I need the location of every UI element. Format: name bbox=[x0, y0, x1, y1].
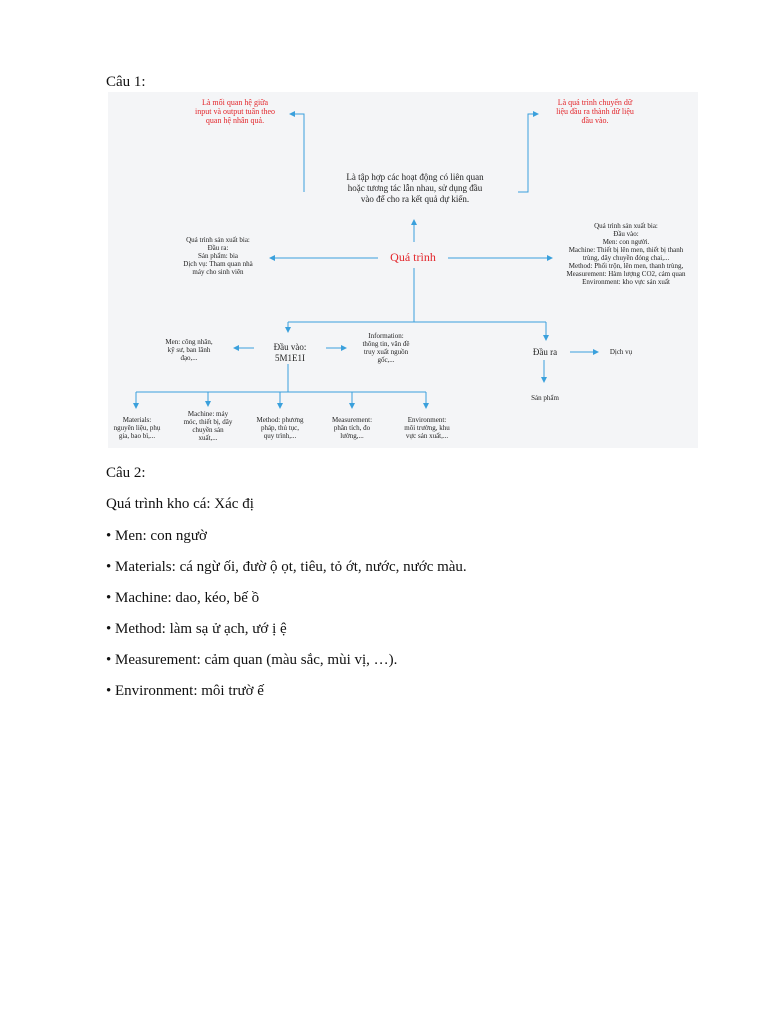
relation-definition-node: Là mối quan hệ giữa input và output tuân theo quan hệ nhân quả. bbox=[195, 98, 275, 125]
materials-node: Materials: nguyên liệu, phụ gia, bao bì,... bbox=[113, 416, 161, 440]
method-node: Method: phương pháp, thủ tục, quy trình,... bbox=[256, 416, 304, 440]
measurement-line: • Measurement: cảm quan (màu sắc, mùi vị, …). bbox=[106, 652, 398, 668]
product-node: Sản phẩm bbox=[531, 394, 559, 402]
machine-node: Machine: máy móc, thiết bị, dây chuyền sản xuất,... bbox=[183, 410, 233, 442]
environment-node: Environment: môi trường, khu vực sản xuất,... bbox=[404, 416, 450, 440]
method-line: • Method: làm sạ ử ạch, ướ ị ệ bbox=[106, 621, 287, 637]
measurement-node: Measurement: phân tích, đo lường,... bbox=[331, 416, 373, 440]
input-node: Đầu vào: 5M1E1I bbox=[273, 342, 307, 363]
machine-line: • Machine: dao, kéo, bế ồ bbox=[106, 590, 260, 606]
output-node: Đầu ra bbox=[532, 347, 558, 357]
process-definition-node: Là tập hợp các hoạt động có liên quan hoặc tương tác lẫn nhau, sử dụng đầu vào để cho ra kết quả dự kiến. bbox=[346, 172, 484, 204]
question-2-heading: Câu 2: bbox=[106, 465, 146, 481]
materials-line: • Materials: cá ngừ ối, đườ ộ ọt, tiêu, tỏ ớt, nước, nước màu. bbox=[106, 559, 467, 575]
men-node: Men: công nhân, kỹ sư, ban lãnh đạo,... bbox=[165, 338, 213, 362]
input-example-node: Quá trình sản xuất bia: Đầu vào: Men: con người. Machine: Thiết bị lên men, thiết bị thanh trùng, dây chuyền đóng chai,... Method: Phối trộn, lên men, thanh trùng, Measurement: Hàm lượng CO2, cảm quan Environment: kho vực sản xuất bbox=[566, 222, 686, 286]
process-title-line: Quá trình kho cá: Xác đị bbox=[106, 496, 254, 512]
men-line: • Men: con ngườ bbox=[106, 528, 207, 544]
process-diagram bbox=[108, 92, 698, 448]
output-example-node: Quá trình sản xuất bia: Đầu ra: Sản phẩm: bia Dịch vụ: Tham quan nhà máy cho sinh viên bbox=[183, 236, 253, 276]
service-node: Dịch vụ bbox=[609, 348, 633, 356]
information-node: Information: thông tin, văn đề truy xuất nguồn gốc,... bbox=[362, 332, 410, 364]
environment-line: • Environment: môi trườ ế bbox=[106, 683, 264, 699]
conversion-definition-node: Là quá trình chuyển dữ liệu đầu ra thành dữ liệu đầu vào. bbox=[556, 98, 634, 125]
process-main-node: Quá trình bbox=[390, 250, 436, 264]
question-1-heading: Câu 1: bbox=[106, 74, 146, 90]
